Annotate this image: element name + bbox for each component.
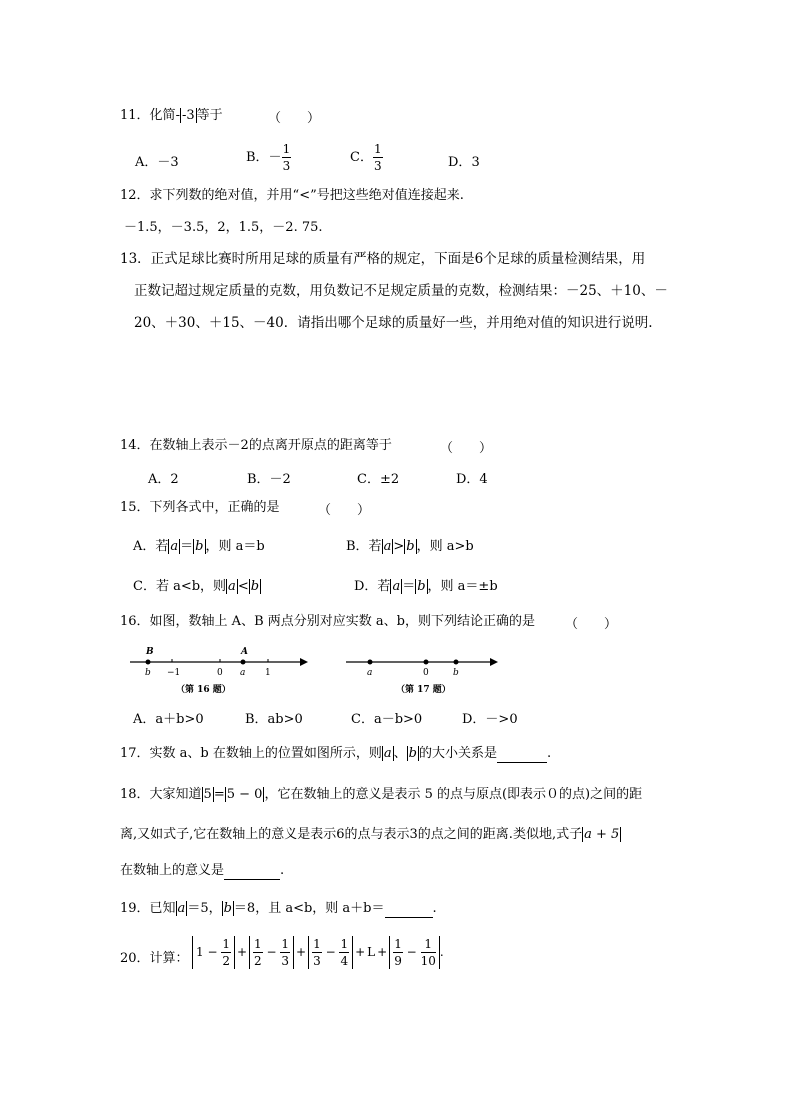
point-zero [424, 660, 429, 665]
fraction: $\frac{1}{10}$ [420, 937, 436, 968]
fraction: $\frac{1}{9}$ [394, 937, 402, 968]
label-b: b [453, 668, 459, 678]
q16-option-c: C．a－b>0 [351, 712, 423, 727]
q14-option-c: C．±2 [357, 472, 400, 487]
fraction: $\frac{1}{2}$ [254, 937, 262, 968]
point-a [241, 660, 246, 665]
q15-option-c: C．若 a<b，则 a < b [133, 579, 260, 594]
q16-paren: （ ） [565, 617, 618, 632]
q18-line-1: 18．大家知道 5 = 5 − 0 ，它在数轴上的意义是表示 5 的点与原点(即表示０的点)之间的距 [120, 787, 643, 802]
q11-option-d: D．3 [448, 155, 480, 170]
q11-abs-expr: -3 [181, 108, 195, 123]
label-a: a [367, 668, 373, 678]
q18-line-2: 离,又如式子,它在数轴上的意义是表示6的点与表示3的点之间的距离.类似地,式子 a + 5 [120, 827, 620, 842]
figure-16-caption: （第 16 题） [176, 685, 231, 695]
point-b [454, 660, 459, 665]
label-B: B [146, 647, 154, 657]
abs-term-2: $\frac{1}{2}$ − $\frac{1}{3}$ [249, 936, 294, 969]
fraction: $\frac{1}{3}$ [373, 142, 382, 173]
q20-label: 20．计算： [120, 951, 189, 966]
fraction: $\frac{1}{4}$ [340, 937, 349, 968]
q16-stem: 16．如图，数轴上 A、B 两点分别对应实数 a、b，则下列结论正确的是 [120, 614, 535, 629]
figure-17-number-line [344, 644, 500, 700]
arrow-icon [490, 658, 498, 666]
answer-blank[interactable] [497, 748, 547, 763]
label-zero: 0 [423, 668, 429, 678]
q11-number: 11． [120, 108, 150, 123]
fraction: $\frac{1}{2}$ [222, 937, 230, 968]
q15-stem: 15．下列各式中，正确的是 [120, 500, 280, 515]
figure-16-number-line [128, 644, 308, 700]
fraction: $\frac{1}{3}$ [282, 142, 291, 173]
answer-blank[interactable] [224, 865, 280, 880]
label-minus1: −1 [167, 668, 181, 678]
label-a: a [240, 668, 246, 678]
q12-numbers: －1.5，－3.5，2，1.5，－2. 75. [124, 220, 323, 235]
q16-option-b: B．ab>0 [245, 712, 303, 727]
q15-option-a: A．若 a ＝ b ，则 a＝b [133, 539, 265, 554]
q11-option-b: B．－ $\frac{1}{3}$ [246, 142, 291, 173]
q20-expression: 1 − $\frac{1}{2}$ + $\frac{1}{2}$ − $\frac{1}{3}$ + $\frac{1}{3}$ − $\frac{1}{4}$ + L + $\frac{1}{9}$ − $\frac{1}{10}$ . [192, 936, 444, 969]
q14-option-b: B．－2 [247, 472, 291, 487]
q11-minus: - [175, 108, 180, 123]
q16-option-d: D．－>0 [462, 712, 518, 727]
ellipsis: L [367, 945, 376, 959]
fraction: $\frac{1}{3}$ [313, 937, 321, 968]
q11-option-a: A．－3 [135, 155, 179, 170]
q19-stem: 19．已知 a ＝5， b ＝8，且 a<b，则 a＋b＝ . [120, 901, 437, 916]
point-b [146, 660, 151, 665]
abs-term-4: $\frac{1}{9}$ − $\frac{1}{10}$ [389, 936, 440, 969]
q11-paren: （ ） [268, 111, 321, 126]
label-one: 1 [265, 668, 271, 678]
q13-line-3: 20、＋30、＋15、－40．请指出哪个足球的质量好一些，并用绝对值的知识进行说明. [134, 315, 653, 331]
answer-blank[interactable] [385, 903, 433, 918]
q17-stem: 17．实数 a、b 在数轴上的位置如图所示，则 a 、 b 的大小关系是 . [120, 746, 552, 761]
q12-stem: 12．求下列数的绝对值，并用“<”号把这些绝对值连接起来. [120, 188, 464, 203]
label-zero: 0 [217, 668, 223, 678]
figure-17-caption: （第 17 题） [396, 685, 451, 695]
abs-term-3: $\frac{1}{3}$ − $\frac{1}{4}$ [308, 936, 353, 969]
q15-option-d: D．若 a ＝ b ，则 a＝±b [354, 579, 498, 594]
q11-option-c: C． $\frac{1}{3}$ [350, 142, 382, 173]
q11-suffix: 等于 [196, 108, 223, 123]
q18-line-3: 在数轴上的意义是 . [120, 863, 285, 878]
point-a [368, 660, 373, 665]
q16-option-a: A．a＋b>0 [133, 712, 204, 727]
q11-stem [120, 107, 223, 125]
q14-paren: （ ） [440, 441, 493, 456]
q11-prefix: 化简 [149, 108, 176, 123]
q14-stem: 14．在数轴上表示－2的点离开原点的距离等于 [120, 438, 392, 453]
q14-option-d: D．4 [456, 472, 488, 487]
q15-option-b: B．若 a > b ，则 a>b [346, 539, 474, 554]
q15-paren: （ ） [318, 503, 371, 518]
q13-line-1: 13．正式足球比赛时所用足球的质量有严格的规定，下面是6个足球的质量检测结果，用 [120, 251, 646, 267]
label-A: A [241, 647, 248, 657]
fraction: $\frac{1}{3}$ [281, 937, 290, 968]
abs-term-1: 1 − $\frac{1}{2}$ [192, 936, 235, 969]
arrow-icon [300, 658, 308, 666]
label-b: b [145, 668, 151, 678]
q14-option-a: A．2 [148, 472, 179, 487]
q13-line-2: 正数记超过规定质量的克数，用负数记不足规定质量的克数，检测结果：－25、＋10、－ [134, 283, 668, 299]
